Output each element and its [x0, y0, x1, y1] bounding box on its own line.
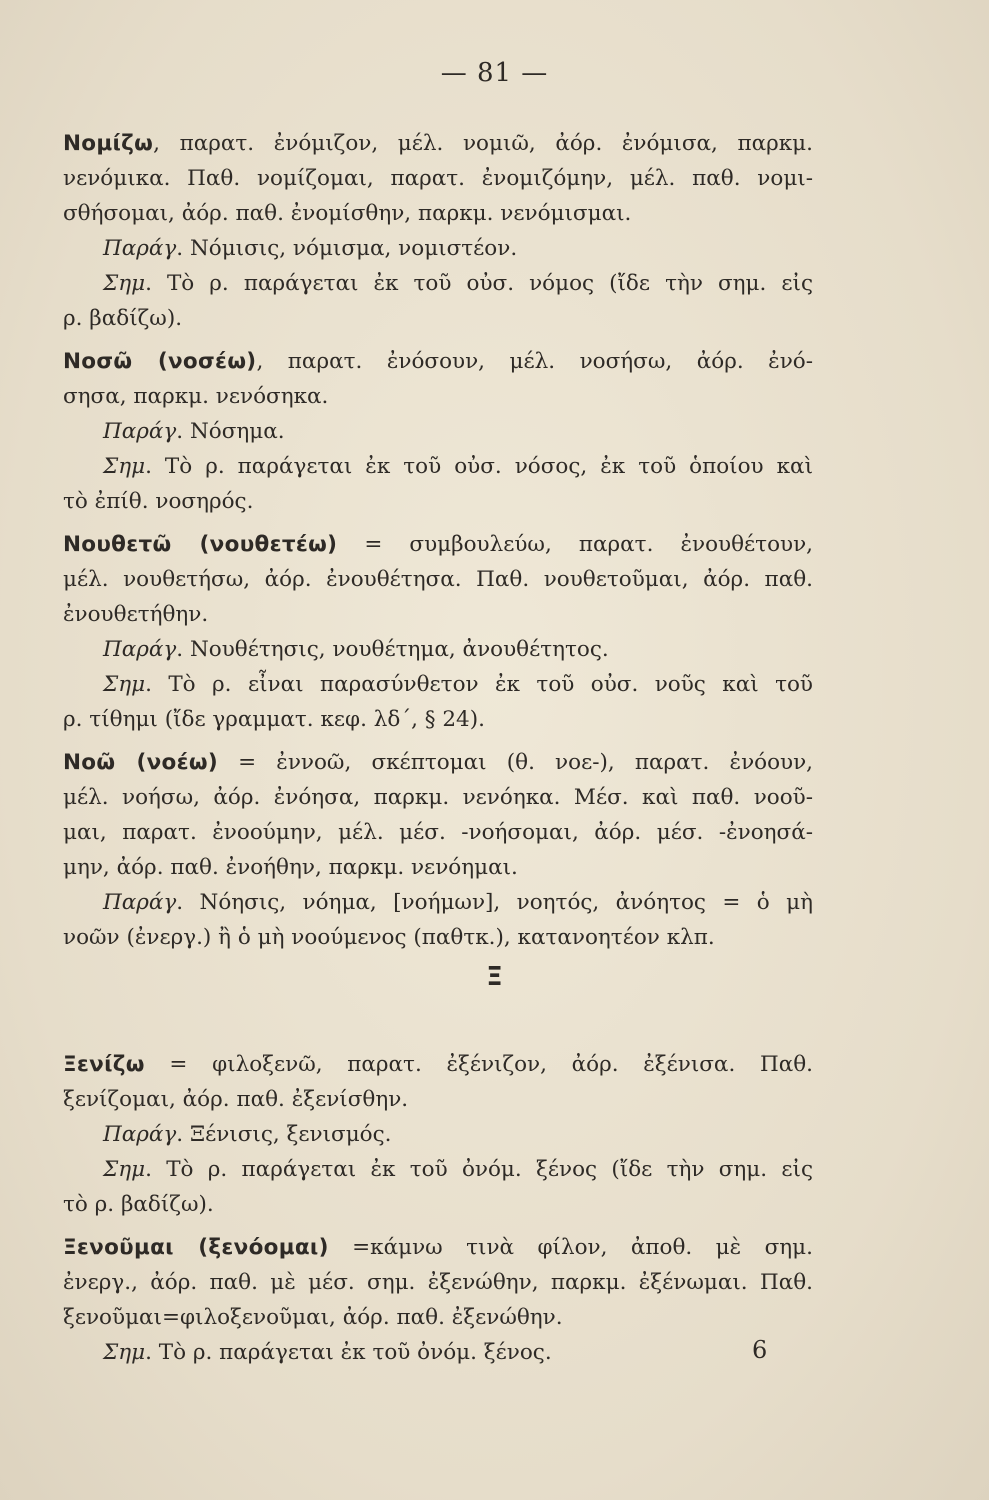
- entry-text: = φιλοξενῶ, παρατ. ἐξένιζον, ἀόρ. ἐξένισα. Παθ.: [144, 1052, 813, 1077]
- entry-text: . Τὸ ρ. παράγεται ἐκ τοῦ ὀνόμ. ξένος (ἴδε τὴν σημ. εἰς: [145, 1157, 813, 1182]
- note-label: Σημ: [103, 1340, 146, 1365]
- note-label: Σημ: [103, 454, 146, 479]
- entry-text: . Νόησις, νόημα, [νοήμων], νοητός, ἀνόητος = ὁ μὴ: [176, 890, 813, 915]
- entry-note: [63, 632, 813, 667]
- entry-note: [63, 231, 813, 266]
- dictionary-entry: [63, 745, 813, 885]
- text-line: [63, 1187, 813, 1222]
- dictionary-entry: [63, 527, 813, 632]
- entry-text: μέλ. νουθετήσω, ἀόρ. ἐνουθέτησα. Παθ. νουθετοῦμαι, ἀόρ. παθ.: [63, 567, 813, 592]
- entry-text: . Ξένισις, ξενισμός.: [176, 1122, 392, 1147]
- text-line: [63, 597, 813, 632]
- entry-text: ξενίζομαι, ἀόρ. παθ. ἐξενίσθην.: [63, 1087, 409, 1112]
- text-line: [63, 920, 813, 955]
- entry-text: σθήσομαι, ἀόρ. παθ. ἐνομίσθην, παρκμ. νενόμισμαι.: [63, 201, 632, 226]
- entry-text: =κάμνω τινὰ φίλον, ἀποθ. μὲ σημ.: [328, 1235, 813, 1260]
- entry-note: [63, 414, 813, 449]
- text-line: [63, 449, 813, 484]
- entry-text: . Νουθέτησις, νουθέτημα, ἀνουθέτητος.: [176, 637, 609, 662]
- entry-text: . Τὸ ρ. παράγεται ἐκ τοῦ οὐσ. νόμος (ἴδε τὴν σημ. εἰς: [145, 271, 813, 296]
- headword: Νοῶ (νοέω): [63, 750, 218, 775]
- dictionary-entry: [63, 1047, 813, 1117]
- text-line: [63, 1117, 813, 1152]
- headword: Ξενοῦμαι (ξενόομαι): [63, 1235, 329, 1260]
- entry-note: [63, 449, 813, 519]
- text-line: [63, 815, 813, 850]
- entry-text: μέλ. νοήσω, ἀόρ. ἐνόησα, παρκμ. νενόηκα. Μέσ. καὶ παθ. νοοῦ-: [63, 785, 813, 810]
- entry-text: νοῶν (ἐνεργ.) ἢ ὁ μὴ νοούμενος (παθτκ.), κατανοητέον κλπ.: [63, 925, 715, 950]
- text-line: [63, 344, 813, 379]
- entry-text: νενόμικα. Παθ. νομίζομαι, παρατ. ἐνομιζόμην, μέλ. παθ. νομι-: [63, 166, 813, 191]
- entry-note: [63, 885, 813, 955]
- text-line: [63, 780, 813, 815]
- entry-text: ξενοῦμαι=φιλοξενοῦμαι, ἀόρ. παθ. ἐξενώθην.: [63, 1305, 563, 1330]
- note-label: Σημ: [103, 1157, 146, 1182]
- entry-note: [63, 266, 813, 336]
- entry-text: . Τὸ ρ. παράγεται ἐκ τοῦ ὀνόμ. ξένος.: [145, 1340, 552, 1365]
- headword: Νοσῶ (νοσέω): [63, 349, 257, 374]
- entry-text: μαι, παρατ. ἐνοούμην, μέλ. μέσ. -νοήσομαι, ἀόρ. μέσ. -ἐνοησά-: [63, 820, 813, 845]
- section-letter-heading: Ξ: [486, 962, 503, 992]
- entry-text: ἐνεργ., ἀόρ. παθ. μὲ μέσ. σημ. ἐξενώθην, παρκμ. ἐξένωμαι. Παθ.: [63, 1270, 813, 1295]
- text-line: [63, 484, 813, 519]
- entry-text: ρ. τίθημι (ἴδε γραμματ. κεφ. λδ΄, § 24).: [63, 707, 485, 732]
- entry-text: τὸ ἐπίθ. νοσηρός.: [63, 489, 254, 514]
- dictionary-entry: [63, 1230, 813, 1335]
- signature-number: 6: [752, 1336, 768, 1364]
- entry-note: [63, 1152, 813, 1222]
- text-line: [63, 1047, 813, 1082]
- note-label: Παράγ: [103, 236, 177, 261]
- note-label: Σημ: [103, 672, 146, 697]
- entry-text: τὸ ρ. βαδίζω).: [63, 1192, 214, 1217]
- text-line: [63, 1082, 813, 1117]
- text-line: [63, 266, 813, 301]
- note-label: Σημ: [103, 271, 146, 296]
- text-line: [63, 1265, 813, 1300]
- entry-text: . Τὸ ρ. εἶναι παρασύνθετον ἐκ τοῦ οὐσ. νοῦς καὶ τοῦ: [145, 672, 813, 697]
- entry-note: [63, 1335, 813, 1370]
- text-line: [63, 1300, 813, 1335]
- text-line: [63, 885, 813, 920]
- text-line: [63, 1230, 813, 1265]
- page-number: — 81 —: [440, 58, 549, 88]
- entry-text: ρ. βαδίζω).: [63, 306, 183, 331]
- note-label: Παράγ: [103, 637, 177, 662]
- entry-text: = ἐννοῶ, σκέπτομαι (θ. νοε-), παρατ. ἐνόουν,: [217, 750, 813, 775]
- dictionary-entry: [63, 344, 813, 414]
- headword: Νομίζω: [63, 131, 154, 156]
- text-line: [63, 562, 813, 597]
- entry-text: . Νόσημα.: [176, 419, 285, 444]
- text-line: [63, 414, 813, 449]
- text-line: [63, 1335, 813, 1370]
- text-line: [63, 632, 813, 667]
- text-line: [63, 231, 813, 266]
- note-label: Παράγ: [103, 1122, 177, 1147]
- entry-text: μην, ἀόρ. παθ. ἐνοήθην, παρκμ. νενόημαι.: [63, 855, 518, 880]
- dictionary-text: [63, 118, 813, 1370]
- text-line: [63, 527, 813, 562]
- text-line: [63, 850, 813, 885]
- dictionary-entry: [63, 126, 813, 231]
- note-label: Παράγ: [103, 419, 177, 444]
- entry-text: . Νόμισις, νόμισμα, νομιστέον.: [176, 236, 518, 261]
- entry-text: = συμβουλεύω, παρατ. ἐνουθέτουν,: [337, 532, 813, 557]
- text-line: [63, 702, 813, 737]
- entry-text: , παρατ. ἐνόσουν, μέλ. νοσήσω, ἀόρ. ἐνό-: [256, 349, 813, 374]
- headword: Νουθετῶ (νουθετέω): [63, 532, 338, 557]
- text-line: [63, 301, 813, 336]
- headword: Ξενίζω: [63, 1052, 145, 1077]
- text-line: [63, 745, 813, 780]
- entry-text: . Τὸ ρ. παράγεται ἐκ τοῦ οὐσ. νόσος, ἐκ τοῦ ὁποίου καὶ: [145, 454, 813, 479]
- note-label: Παράγ: [103, 890, 177, 915]
- entry-text: σησα, παρκμ. νενόσηκα.: [63, 384, 329, 409]
- text-line: [63, 667, 813, 702]
- entry-note: [63, 667, 813, 737]
- entry-text: ἐνουθετήθην.: [63, 602, 209, 627]
- text-line: [63, 1152, 813, 1187]
- text-line: [63, 196, 813, 231]
- text-line: [63, 126, 813, 161]
- text-line: [63, 379, 813, 414]
- entry-note: [63, 1117, 813, 1152]
- text-line: [63, 161, 813, 196]
- entry-text: , παρατ. ἐνόμιζον, μέλ. νομιῶ, ἀόρ. ἐνόμισα, παρκμ.: [153, 131, 813, 156]
